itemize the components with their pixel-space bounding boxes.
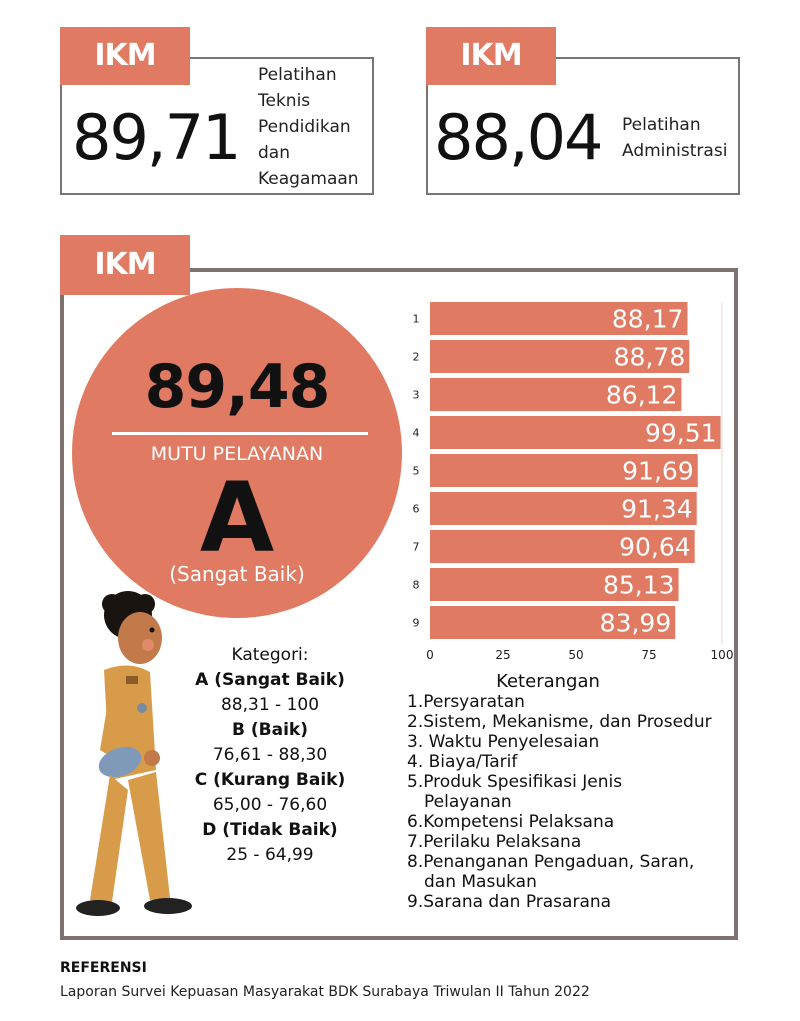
chart-value-label: 91,34 [621, 494, 693, 524]
chart-value-label: 88,78 [613, 342, 686, 372]
keterangan-title: Keterangan [496, 671, 600, 692]
keterangan-item: Pelayanan [424, 792, 512, 812]
chart-tick-label: 0 [426, 648, 434, 662]
kategori-b-grade: B (Baik) [232, 720, 308, 740]
chart-value-label: 86,12 [605, 380, 678, 410]
chart-value-label: 85,13 [603, 570, 675, 600]
keterangan-item: 6.Kompetensi Pelaksana [407, 812, 615, 832]
chart-category-label: 8 [412, 578, 420, 592]
chart-category-label: 7 [412, 540, 420, 554]
score-divider [112, 432, 368, 435]
keterangan-item: 9.Sarana dan Prasarana [407, 892, 612, 912]
grade-description: (Sangat Baik) [169, 562, 305, 586]
referensi-text: Laporan Survei Kepuasan Masyarakat BDK Surabaya Triwulan II Tahun 2022 [60, 984, 590, 1000]
ikm-tag-1: IKM [60, 27, 190, 85]
chart-tick-label: 100 [710, 648, 734, 662]
chart-category-label: 9 [412, 616, 420, 630]
keterangan-item: 7.Perilaku Pelaksana [407, 832, 582, 852]
main-ikm-tag: IKM [60, 235, 190, 295]
ikm-label-1: Pelatihan Teknis Pendidikan dan Keagamaan [258, 65, 359, 189]
chart-category-label: 2 [412, 350, 420, 364]
kategori-b-range: 76,61 - 88,30 [212, 745, 328, 765]
chart-category-label: 4 [412, 426, 420, 440]
chart-tick-label: 50 [568, 648, 584, 662]
chart-value-label: 91,69 [622, 456, 694, 486]
keterangan-item: 5.Produk Spesifikasi Jenis [407, 772, 623, 792]
kategori-d-grade: D (Tidak Baik) [202, 820, 338, 840]
keterangan-item: 4. Biaya/Tarif [407, 752, 518, 772]
ikm-bar-chart [400, 290, 740, 670]
keterangan-item: 3. Waktu Penyelesaian [407, 732, 600, 752]
kategori-a-range: 88,31 - 100 [220, 695, 320, 715]
kategori-d-range: 25 - 64,99 [226, 845, 314, 865]
chart-tick-label: 75 [641, 648, 657, 662]
chart-tick-label: 25 [495, 648, 511, 662]
ikm-label-2: Pelatihan Administrasi [622, 115, 728, 161]
grade-letter: A [199, 462, 275, 574]
kategori-title: Kategori: [231, 645, 309, 665]
chart-category-label: 1 [412, 312, 420, 326]
ikm-value-2: 88,04 [434, 101, 602, 174]
chart-category-label: 6 [412, 502, 420, 516]
chart-category-label: 3 [412, 388, 420, 402]
keterangan-item: dan Masukan [424, 872, 537, 892]
chart-value-label: 83,99 [599, 608, 672, 638]
referensi-title: REFERENSI [60, 960, 147, 976]
keterangan-item: 2.Sistem, Mekanisme, dan Prosedur [407, 712, 712, 732]
chart-value-label: 99,51 [644, 418, 717, 448]
kategori-a-grade: A (Sangat Baik) [195, 670, 345, 690]
kategori-c-grade: C (Kurang Baik) [194, 770, 346, 790]
ikm-tag-2: IKM [426, 27, 556, 85]
keterangan-item: 8.Penanganan Pengaduan, Saran, [407, 852, 695, 872]
main-score: 89,48 [144, 352, 330, 422]
chart-category-label: 5 [412, 464, 420, 478]
kategori-c-range: 65,00 - 76,60 [212, 795, 328, 815]
chart-value-label: 90,64 [619, 532, 691, 562]
ikm-value-1: 89,71 [72, 101, 240, 174]
keterangan-item: 1.Persyaratan [407, 692, 525, 712]
mutu-label: MUTU PELAYANAN [150, 443, 324, 465]
chart-value-label: 88,17 [611, 304, 684, 334]
